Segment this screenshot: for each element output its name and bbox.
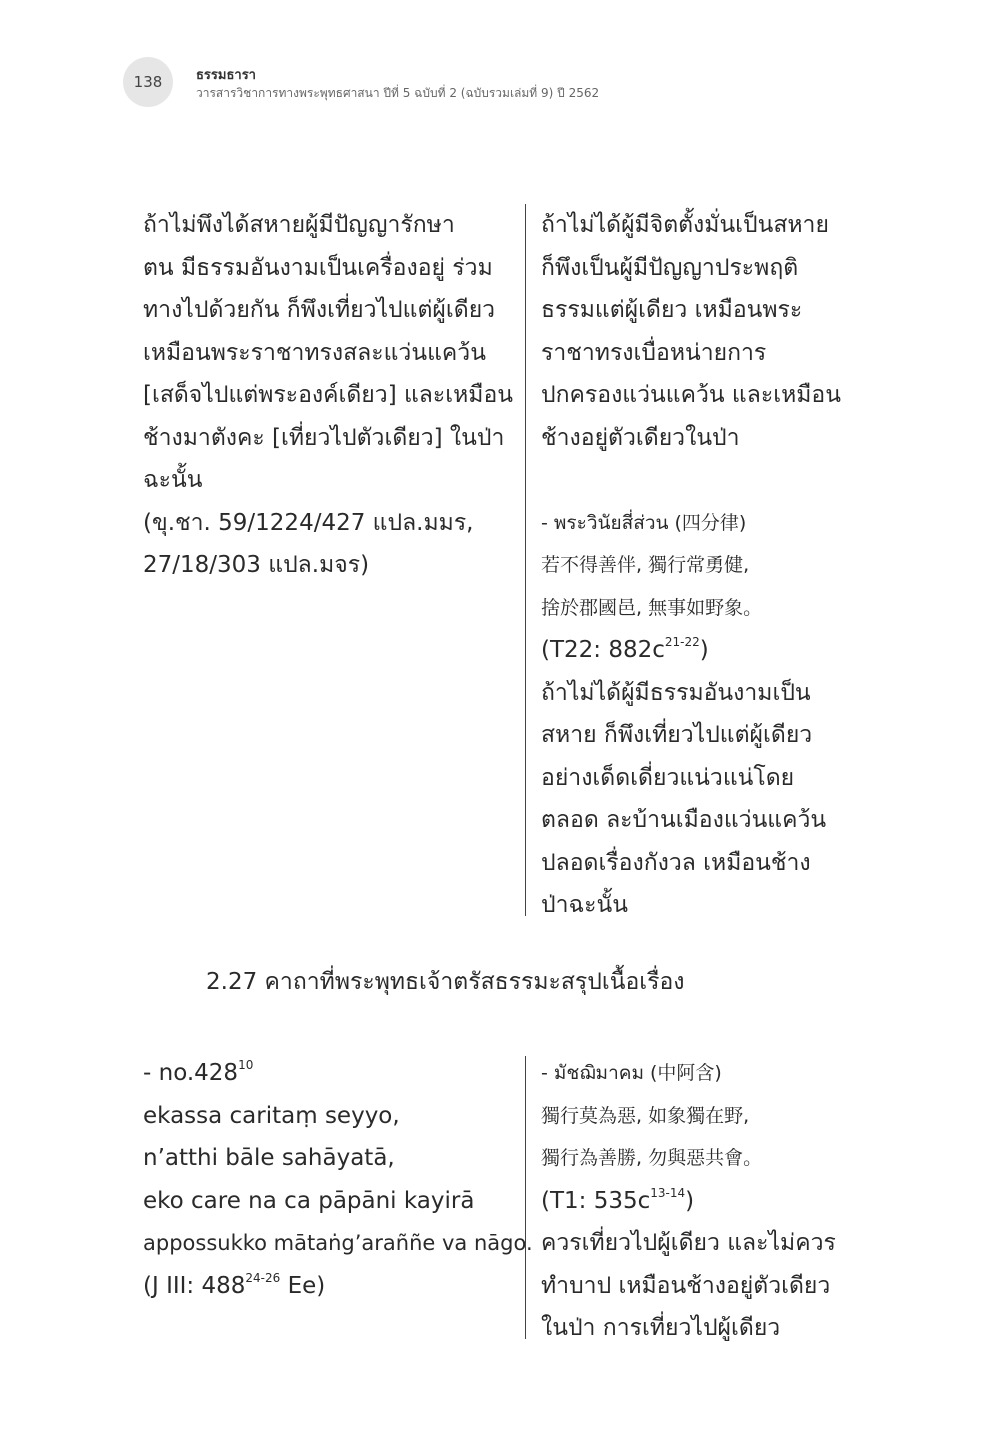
reference-text: ): [699, 637, 709, 663]
text-line: ปลอดเรื่องกังวล เหมือนช้าง: [541, 849, 811, 876]
chinese-verse-line: 若不得善伴, 獨行常勇健,: [541, 554, 750, 576]
chinese-verse-line: 獨行為善勝, 勿與惡共會。: [541, 1147, 763, 1169]
text-line: ป่าฉะนั้น: [541, 892, 628, 918]
text-line: ราชาทรงเบื่อหน่ายการ: [541, 339, 767, 366]
source-label: [143, 1052, 518, 1095]
text-line: อย่างเด็ดเดี่ยวแน่วแน่โดย: [541, 764, 795, 791]
reference-text: (T1: 535c: [541, 1187, 651, 1214]
source-label: - พระวินัยสี่ส่วน (四分律): [541, 511, 747, 534]
text-line: ช้างมาตังคะ [เที่ยวไปตัวเดียว] ในป่า: [143, 424, 505, 451]
text-line: ตน มีธรรมอันงามเป็นเครื่องอยู่ ร่วม: [143, 254, 493, 281]
source-label: - มัชฌิมาคม (中阿含): [541, 1062, 722, 1084]
citation-line: 27/18/303 แปล.มจร): [143, 552, 370, 578]
footnote-marker: 10: [238, 1058, 254, 1072]
page-number: 138: [123, 57, 173, 107]
text-line: ในป่า การเที่ยวไปผู้เดียว: [541, 1315, 781, 1341]
journal-subtitle: วารสารวิชาการทางพระพุทธศาสนา ปีที่ 5 ฉบับที่ 2 (ฉบับรวมเล่มที่ 9) ปี 2562: [196, 86, 600, 100]
text-line: เหมือนพระราชาทรงสละแว่นแคว้น: [143, 339, 486, 366]
pali-verse-line: n’atthi bāle sahāyatā,: [143, 1145, 395, 1171]
page-header: [0, 0, 1000, 120]
citation-line: (ขุ.ชา. 59/1224/427 แปล.มมร,: [143, 509, 474, 536]
reference-text: ): [685, 1187, 695, 1214]
text-line: ปกครองแว่นแคว้น และเหมือน: [541, 382, 841, 408]
pali-verse-line: appossukko mātaṅg’araññe va nāgo.: [143, 1231, 533, 1255]
chinese-verse-line: 獨行莫為惡, 如象獨在野,: [541, 1104, 750, 1127]
text-line: ฉะนั้น: [143, 467, 203, 493]
column-divider: [525, 204, 526, 916]
text-line: ทำบาป เหมือนช้างอยู่ตัวเดียว: [541, 1272, 831, 1299]
text-line: ตลอด ละบ้านเมืองแว่นแคว้น: [541, 807, 827, 833]
source-text: - no.428: [143, 1060, 239, 1086]
text-line: ช้างอยู่ตัวเดียวในป่า: [541, 424, 740, 451]
reference-text: (J III: 488: [143, 1272, 246, 1299]
reference-text: (T22: 882c: [541, 637, 665, 663]
column-divider: [525, 1056, 526, 1339]
text-line: สหาย ก็พึงเที่ยวไปแต่ผู้เดียว: [541, 722, 813, 748]
journal-name: ธรรมธารา: [196, 68, 256, 83]
text-line: ถ้าไม่พึงได้สหายผู้มีปัญญารักษา: [143, 212, 455, 238]
text-line: ควรเที่ยวไปผู้เดียว และไม่ควร: [541, 1230, 836, 1256]
chinese-verse-line: 捨於郡國邑, 無事如野象。: [541, 596, 763, 619]
reference-superscript: 13-14: [650, 1185, 686, 1200]
pali-verse-line: eko care na ca pāpāni kayirā: [143, 1187, 475, 1214]
reference-superscript: 24-26: [245, 1270, 281, 1285]
reference-superscript: 21-22: [664, 635, 700, 649]
text-line: ถ้าไม่ได้ผู้มีธรรมอันงามเป็น: [541, 679, 811, 706]
text-line: ถ้าไม่ได้ผู้มีจิตตั้งมั่นเป็นสหาย: [541, 212, 829, 238]
section-heading: 2.27 คาถาที่พระพุทธเจ้าตรัสธรรมะสรุปเนื้อเรื่อง: [206, 969, 685, 995]
reference-text: Ee): [280, 1272, 326, 1299]
reference-line: [541, 1180, 841, 1223]
block1-right-column: [541, 204, 841, 927]
block1-left-column: [143, 204, 513, 587]
reference-line: [143, 1265, 518, 1308]
reference-line: [541, 629, 841, 672]
pali-verse-line: ekassa caritaṃ seyyo,: [143, 1102, 400, 1129]
text-line: ธรรมแต่ผู้เดียว เหมือนพระ: [541, 297, 803, 323]
block2-right-column: [541, 1052, 841, 1350]
spacer: [541, 459, 841, 502]
text-line: [เสด็จไปแต่พระองค์เดียว] และเหมือน: [143, 382, 513, 408]
text-line: ทางไปด้วยกัน ก็พึงเที่ยวไปแต่ผู้เดียว: [143, 297, 496, 323]
block2-left-column: [143, 1052, 533, 1307]
text-line: ก็พึงเป็นผู้มีปัญญาประพฤติ: [541, 254, 799, 281]
